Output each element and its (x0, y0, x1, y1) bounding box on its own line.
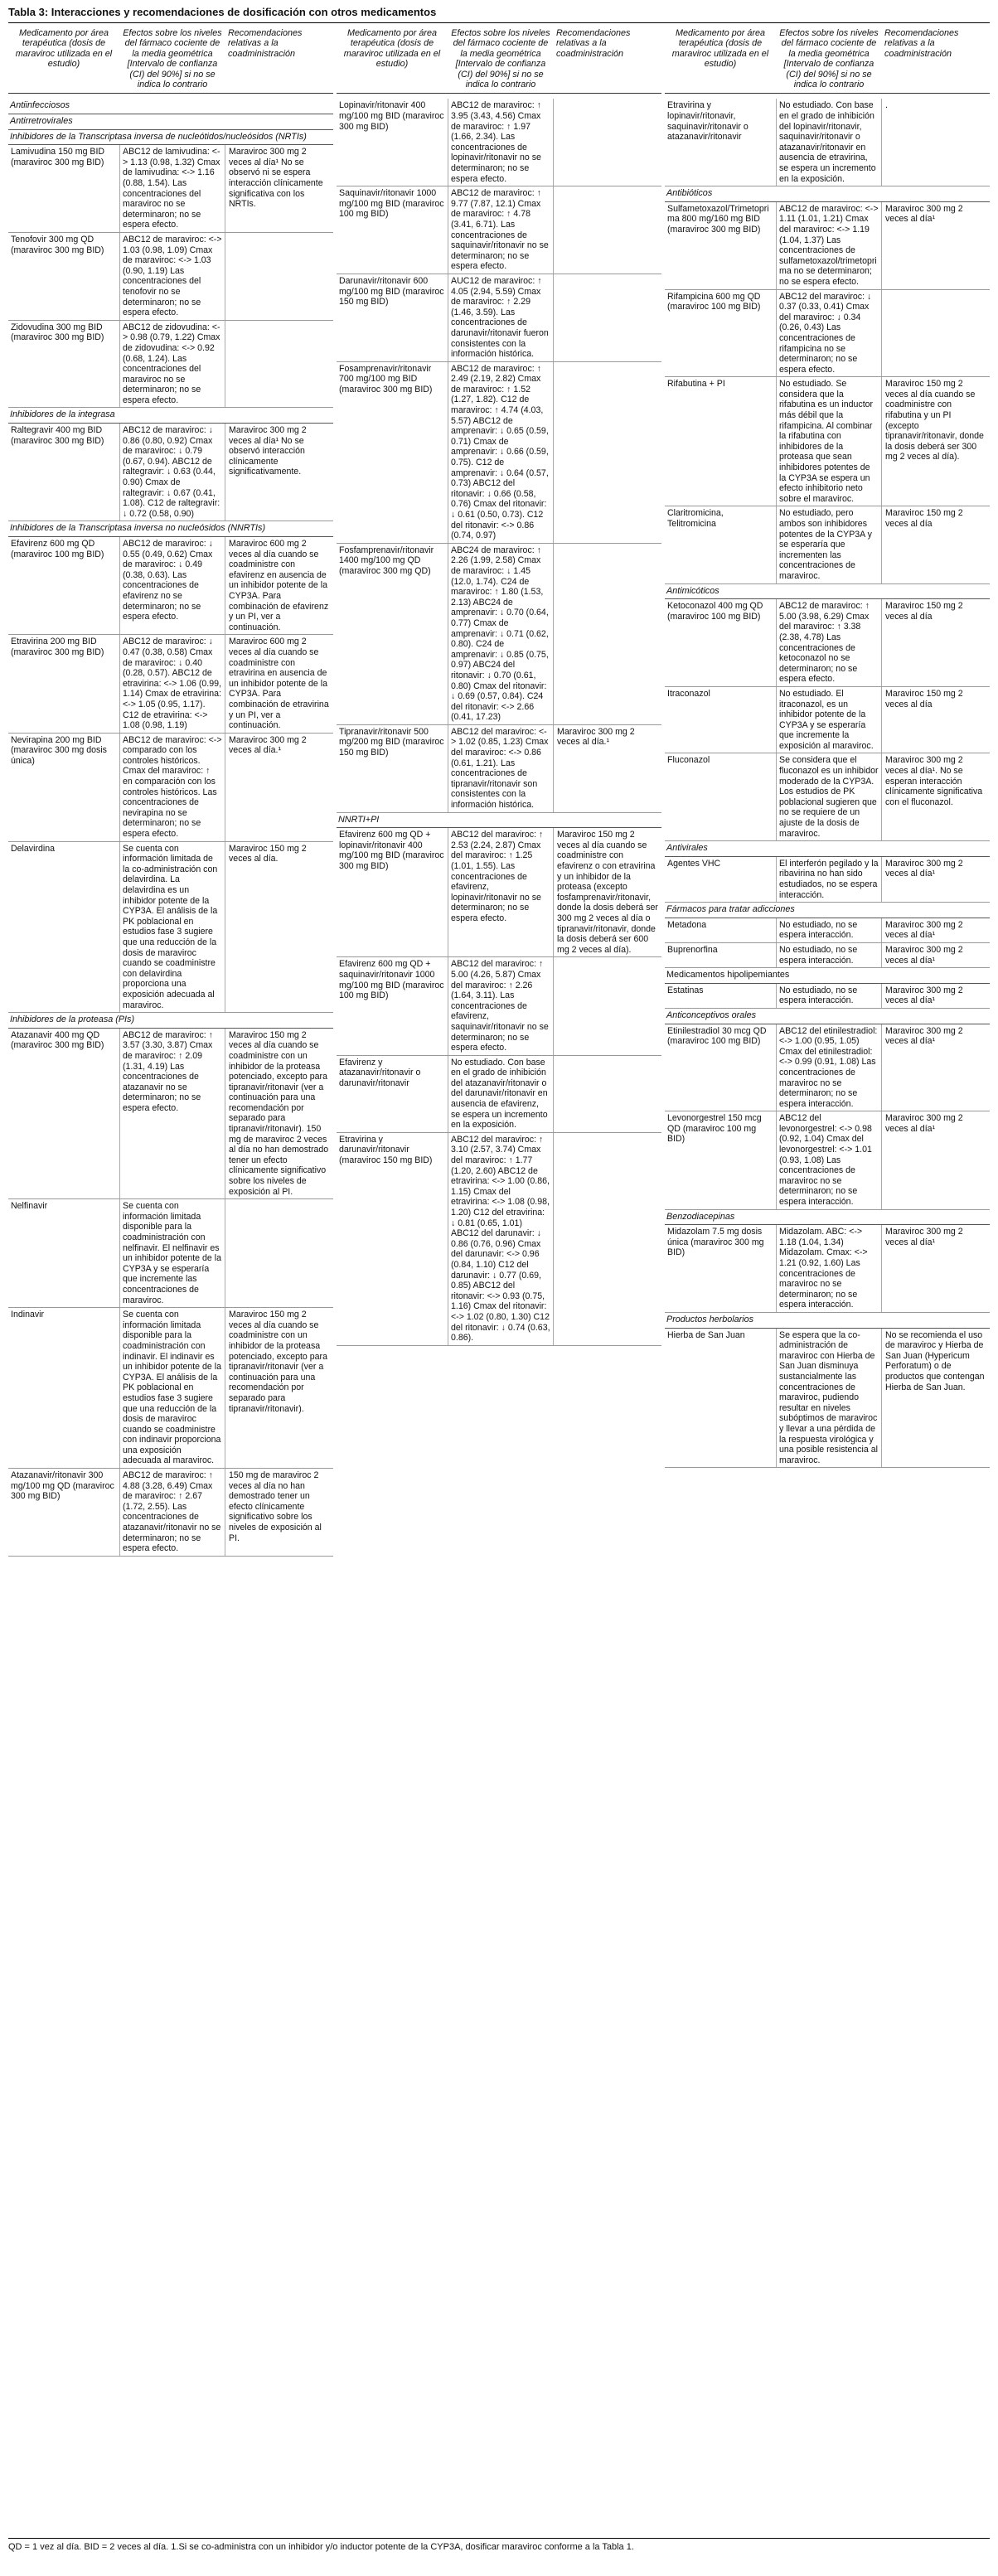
effect-cell: ABC12 de maraviroc: ↑ 5.00 (3.98, 6.29) Cmax del maraviroc: ↑ 3.38 (2.38, 4.78) Las concentraciones de ketoconazol no se determinaron; no se espera efecto. (776, 599, 882, 686)
header-recomendaciones: Recomendaciones relativas a la coadministración (556, 28, 631, 59)
effect-cell: No estudiado. Con base en el grado de inhibición del atazanavir/ritonavir o del darunavir/ritonavir en ausencia de efavirenz, se espera un incremento en la exposición. (448, 1056, 554, 1132)
table-title: Tabla 3: Interacciones y recomendaciones de dosificación con otros medicamentos (8, 5, 990, 23)
effect-cell: ABC12 del maraviroc: ↑ 3.10 (2.57, 3.74) Cmax del maraviroc: ↑ 1.77 (1.20, 2.60) ABC12 de etravirina: <-> 1.00 (0.86, 1.15) Cmax del etravirina: <-> 1.08 (0.98, 1.20) C12 del etravirina: ↓ 0.81 (0.65, 1.01) ABC12 del darunavir: ↓ 0.86 (0.76, 0.96) Cmax del darunavir: <-> 0.96 (0.84, 1.10) C12 del darunavir: ↓ 0.77 (0.69, 0.85) ABC12 del ritonavir: <-> 0.93 (0.75, 1.16) Cmax del ritonavir: <-> 1.02 (0.80, 1.30) C12 del ritonavir: ↓ 0.74 (0.63, 0.86). (448, 1133, 554, 1345)
effect-cell: ABC12 del maraviroc: ↑ 5.00 (4.26, 5.87) Cmax del maraviroc: ↑ 2.26 (1.64, 3.11). Las concentraciones de efavirenz, saquinavir/ritonavir no se determinaron; no se espera efecto. (448, 957, 554, 1054)
table-row (8, 145, 333, 233)
section-heading: Antibióticos (665, 186, 990, 202)
drug-cell: Hierba de San Juan (667, 1329, 745, 1340)
recommendation-cell: Maraviroc 600 mg 2 veces al día cuando se coadministre con etravirina en ausencia de un inhibidor potente de la CYP3A. Para combinación de etravirina y un PI, ver a continuación. (229, 637, 329, 731)
table-row (8, 1469, 333, 1557)
recommendation-cell: Maraviroc 150 mg 2 veces al día cuando se coadministre con un inhibidor de la proteasa potenciado, excepto para tipranavir/ritonavir (ver a continuación para una recomendación por separado para tipranavir/ritonavir). 150 mg de maraviroc 2 veces al día no han demostrado tener un efecto clínicamente significativo sobre los niveles de exposición al PI. (229, 1029, 329, 1197)
table-row (337, 957, 661, 1055)
table-row (8, 1029, 333, 1200)
section-heading: Antimicóticos (665, 584, 990, 600)
table-row (665, 377, 990, 506)
table-row (337, 186, 661, 274)
drug-cell: Nelfinavir (11, 1201, 48, 1212)
recommendation-cell (554, 274, 661, 361)
effect-cell: ABC12 de maraviroc: ↑ 4.88 (3.28, 6.49) Cmax de maraviroc: ↑ 2.67 (1.72, 2.55). Las concentraciones de atazanavir/ritonavir no se determinaron; no se espera efecto. (119, 1469, 225, 1556)
effect-cell: ABC12 de maraviroc: <-> 1.11 (1.01, 1.21) Cmax del maraviroc: <-> 1.19 (1.04, 1.37) Las concentraciones de sulfametoxazol/trimetoprima no se determinaron; no se espera efecto. (776, 202, 882, 289)
header-medicamento: Medicamento por área terapéutica (dosis de maraviroc utilizada en el estudio) (15, 28, 113, 70)
table-body (337, 99, 661, 1345)
drug-cell: Delavirdina (11, 843, 55, 854)
table-row (337, 544, 661, 725)
recommendation-cell: Maraviroc 300 mg 2 veces al día¹ No se observó ni se espera interacción clínicamente significativa con los NRTIs. (229, 147, 323, 210)
effect-cell: ABC12 de maraviroc: ↑ 3.95 (3.43, 4.56) Cmax de maraviroc: ↑ 1.97 (1.66, 2.34). Las concentraciones de lopinavir/ritonavir no se determinaron; no se espera efecto. (448, 99, 554, 186)
drug-cell: Claritromicina, Telitromicina (667, 508, 724, 529)
section-heading: NNRTI+PI (337, 813, 661, 829)
effect-cell: ABC12 de maraviroc: <-> 1.03 (0.98, 1.09) Cmax de maraviroc: <-> 1.03 (0.90, 1.19) Las concentraciones del tenofovir no se determinaron; no se espera efecto. (119, 233, 225, 320)
recommendation-cell: Maraviroc 150 mg 2 veces al día (885, 688, 963, 709)
recommendation-cell (554, 1056, 661, 1132)
drug-cell: Tenofovir 300 mg QD (maraviroc 300 mg BID) (11, 234, 104, 255)
table-row (665, 687, 990, 754)
recommendation-cell: Maraviroc 300 mg 2 veces al día¹ (885, 1227, 963, 1247)
table-row (665, 1329, 990, 1469)
table-column-2 (337, 28, 661, 1557)
recommendation-cell: Maraviroc 300 mg 2 veces al día¹ (885, 985, 963, 1006)
table-row (337, 828, 661, 957)
recommendation-cell: . (885, 100, 888, 111)
recommendation-cell (554, 186, 661, 274)
recommendation-cell (554, 1133, 661, 1345)
table-column-1 (8, 28, 333, 1557)
table-row (665, 506, 990, 583)
table-row (665, 984, 990, 1009)
table-row (665, 202, 990, 290)
header-recomendaciones: Recomendaciones relativas a la coadministración (228, 28, 303, 59)
effect-cell: ABC12 de maraviroc: ↑ 9.77 (7.87, 12.1) Cmax de maraviroc: ↑ 4.78 (3.41, 6.71). Las concentraciones de saquinavir/ritonavir no se determinaron; no se espera efecto. (448, 186, 554, 274)
effect-cell: ABC12 de maraviroc: <-> comparado con los controles históricos. Cmax del maraviroc: ↑ en comparación con los controles históricos. Las concentraciones de nevirapina no se determinaron; no se espera efecto. (119, 734, 225, 841)
drug-cell: Efavirenz 600 mg QD + saquinavir/ritonavir 1000 mg/100 mg BID (maraviroc 100 mg BID) (339, 959, 444, 1001)
header-recomendaciones: Recomendaciones relativas a la coadministración (884, 28, 959, 59)
effect-cell: Se considera que el fluconazol es un inhibidor moderado de la CYP3A. Los estudios de PK poblacional sugieren que no se requiere de un ajuste de la dosis de maraviroc. (776, 753, 882, 840)
recommendation-cell: Maraviroc 300 mg 2 veces al día.¹ (229, 734, 307, 756)
effect-cell: No estudiado. Con base en el grado de inhibición del lopinavir/ritonavir, saquinavir/ritonavir o atazanavir/ritonavir en ausencia de etravirina, se espera un incremento en la exposición. (776, 99, 882, 186)
table-row (8, 1308, 333, 1469)
table-row (665, 1111, 990, 1209)
recommendation-cell (225, 233, 333, 320)
recommendation-cell: Maraviroc 150 mg 2 veces al día. (229, 843, 307, 864)
header-efectos: Efectos sobre los niveles del fármaco cociente de la media geométrica [Intervalo de confianza (CI) del 90%] si no se indica lo contrario (123, 28, 222, 90)
table-row (8, 734, 333, 842)
effect-cell: ABC12 del maraviroc: ↑ 2.53 (2.24, 2.87) Cmax del maraviroc: ↑ 1.25 (1.01, 1.55). Las concentraciones de efavirenz, lopinavir/ritonavir no se determinaron; no se espera efecto. (448, 828, 554, 956)
effect-cell: Midazolam. ABC: <-> 1.18 (1.04, 1.34) Midazolam. Cmax: <-> 1.21 (0.92, 1.60) Las concentraciones de maraviroc no se determinaron; no se espera interacción. (776, 1225, 882, 1312)
table-row (8, 1199, 333, 1308)
header-medicamento: Medicamento por área terapéutica (dosis de maraviroc utilizada en el estudio) (671, 28, 769, 70)
effect-cell: AUC12 de maraviroc: ↑ 4.05 (2.94, 5.59) Cmax de maraviroc: ↑ 2.29 (1.46, 3.59). Las concentraciones de darunavir/ritonavir fueron consistentes con la información histórica. (448, 274, 554, 361)
drug-cell: Nevirapina 200 mg BID (maraviroc 300 mg dosis única) (11, 734, 107, 766)
effect-cell: Se cuenta con información limitada disponible para la coadministración con indinavir. El indinavir es un inhibidor potente de la CYP3A. El análisis de la PK poblacional en estudios fase 3 sugiere que una reducción de la dosis de maraviroc cuando se coadministre con indinavir proporciona una exposición adecuada al maraviroc. (119, 1308, 225, 1468)
table-row (8, 233, 333, 321)
drug-cell: Estatinas (667, 985, 704, 995)
drug-cell: Sulfametoxazol/Trimetoprima 800 mg/160 mg BID (maraviroc 300 mg BID) (667, 203, 769, 235)
table-row (8, 321, 333, 409)
effect-cell: ABC12 de maraviroc: ↓ 0.86 (0.80, 0.92) Cmax de maraviroc: ↓ 0.79 (0.67, 0.94). ABC12 de raltegravir: ↓ 0.63 (0.44, 0.90) Cmax de raltegravir: ↓ 0.67 (0.41, 1.08). C12 de raltegravir: ↓ 0.72 (0.58, 0.90) (119, 424, 225, 521)
recommendation-cell (225, 321, 333, 408)
recommendation-cell: Maraviroc 600 mg 2 veces al día cuando se coadministre con efavirenz en ausencia de un inhibidor potente de la CYP3A. Para combinación de efavirenz y un PI, ver a continuación. (229, 539, 329, 632)
drug-cell: Etravirina 200 mg BID (maraviroc 300 mg BID) (11, 637, 104, 657)
recommendation-cell: Maraviroc 300 mg 2 veces al día¹ (885, 1025, 963, 1047)
drug-cell: Etravirina y lopinavir/ritonavir, saquinavir/ritonavir o atazanavir/ritonavir (667, 100, 748, 143)
drug-cell: Metadona (667, 919, 707, 930)
recommendation-cell: 150 mg de maraviroc 2 veces al día no han demostrado tener un efecto clínicamente significativo sobre los niveles de exposición al PI. (229, 1470, 322, 1543)
recommendation-cell: Maraviroc 150 mg 2 veces al día cuando se coadministre con efavirenz o con etravirina y un inhibidor de la proteasa (excepto fosfamprenavir/ritonavir, donde la dosis deberá ser 300 mg 2 veces al día o tipranavir/ritonavir, donde la dosis deberá ser 600 mg 2 veces al día). (557, 830, 658, 955)
effect-cell: No estudiado. El itraconazol, es un inhibidor potente de la CYP3A y se esperaría que incremente la exposición al maraviroc. (776, 687, 882, 753)
recommendation-cell: Maraviroc 300 mg 2 veces al día¹ (885, 203, 963, 225)
effect-cell: ABC12 del levonorgestrel: <-> 0.98 (0.92, 1.04) Cmax del levonorgestrel: <-> 1.01 (0.93, 1.08) Las concentraciones de maraviroc no se determinaron; no se espera interacción. (776, 1111, 882, 1208)
header-medicamento: Medicamento por área terapéutica (dosis de maraviroc utilizada en el estudio) (343, 28, 441, 70)
recommendation-cell (554, 362, 661, 543)
recommendation-cell: Maraviroc 150 mg 2 veces al día cuando se coadministre con un inhibidor de la proteasa potenciado, excepto para tipranavir/ritonavir (ver a continuación para una recomendación por separado para tipranavir/ritonavir). (229, 1310, 327, 1414)
drug-cell: Fosfamprenavir/ritonavir 1400 mg/100 mg QD (maraviroc 300 mg QD) (339, 545, 434, 576)
effect-cell: No estudiado. Se considera que la rifabutina es un inductor más débil que la rifampicina. Al combinar la rifabutina con inhibidores de la proteasa que sean inhibidores potentes de la CYP3A se espera un efecto inhibitorio neto sobre el maraviroc. (776, 377, 882, 506)
table-row (665, 753, 990, 841)
drug-cell: Ketoconazol 400 mg QD (maraviroc 100 mg BID) (667, 601, 763, 622)
recommendation-cell (882, 290, 990, 377)
table-row (337, 725, 661, 813)
section-heading: Antivirales (665, 841, 990, 857)
table-row (337, 362, 661, 544)
recommendation-cell: Maraviroc 150 mg 2 veces al día (885, 601, 963, 622)
recommendation-cell: Maraviroc 300 mg 2 veces al día.¹ (557, 726, 635, 748)
table-row (8, 635, 333, 733)
effect-cell: Se espera que la co-administración de maraviroc con Hierba de San Juan disminuya sustancialmente las concentraciones de maraviroc, pudiendo resultar en niveles subóptimos de maraviroc y llevar a una pérdida de la respuesta virológica y una posible resistencia al maraviroc. (776, 1329, 882, 1468)
recommendation-cell: Maraviroc 150 mg 2 veces al día cuando se coadministre con rifabutina y un PI (excepto tipranavir/ritonavir, donde la dosis deberá ser 300 mg 2 veces al día). (885, 379, 984, 462)
effect-cell: No estudiado, no se espera interacción. (776, 984, 882, 1008)
recommendation-cell: Maraviroc 300 mg 2 veces al día¹ No se observó interacción clínicamente significativamente. (229, 425, 307, 477)
drug-cell: Atazanavir/ritonavir 300 mg/100 mg QD (maraviroc 300 mg BID) (11, 1470, 114, 1502)
drug-cell: Rifampicina 600 mg QD (maraviroc 100 mg BID) (667, 291, 761, 312)
table-row (8, 537, 333, 635)
header-efectos: Efectos sobre los niveles del fármaco cociente de la media geométrica [Intervalo de confianza (CI) del 90%] si no se indica lo contrario (779, 28, 879, 90)
table-column-3 (665, 28, 990, 1557)
recommendation-cell (554, 99, 661, 186)
table-columns (8, 28, 990, 1557)
drug-cell: Agentes VHC (667, 858, 721, 869)
recommendation-cell: No se recomienda el uso de maraviroc y Hierba de San Juan (Hypericum Perforatum) o de productos que contengan Hierba de San Juan. (885, 1329, 985, 1392)
section-heading: Productos herbolarios (665, 1313, 990, 1329)
drug-cell: Itraconazol (667, 688, 710, 699)
effect-cell: ABC12 del maraviroc: ↓ 0.37 (0.33, 0.41) Cmax del maraviroc: ↓ 0.34 (0.26, 0.43) Las concentraciones de rifampicina no se determinaron; no se espera efecto. (776, 290, 882, 377)
drug-cell: Levonorgestrel 150 mcg QD (maraviroc 100 mg BID) (667, 1113, 762, 1145)
effect-cell: Se cuenta con información limitada de la co-administración con delavirdina. La delavirdina es un inhibidor potente de la CYP3A. El análisis de la PK poblacional en estudios fase 3 sugiere que una reducción de la dosis de maraviroc cuando se coadministre con delavirdina proporciona una exposición adecuada al maraviroc. (119, 842, 225, 1013)
table-body (665, 99, 990, 1468)
drug-cell: Etravirina y darunavir/ritonavir (maraviroc 150 mg BID) (339, 1134, 433, 1166)
section-heading: Anticonceptivos orales (665, 1009, 990, 1024)
recommendation-cell: Maraviroc 300 mg 2 veces al día¹ (885, 944, 963, 966)
table-header (665, 28, 990, 94)
drug-cell: Tipranavir/ritonavir 500 mg/200 mg BID (maraviroc 150 mg BID) (339, 726, 444, 758)
effect-cell: No estudiado, pero ambos son inhibidores potentes de la CYP3A y se esperaría que incrementen las concentraciones de maraviroc. (776, 506, 882, 583)
header-efectos: Efectos sobre los niveles del fármaco cociente de la media geométrica [Intervalo de confianza (CI) del 90%] si no se indica lo contrario (451, 28, 550, 90)
table-row (665, 99, 990, 186)
drug-cell: Buprenorfina (667, 944, 718, 955)
drug-cell: Midazolam 7.5 mg dosis única (maraviroc 300 mg BID) (667, 1227, 764, 1258)
effect-cell: ABC24 de maraviroc: ↑ 2.26 (1.99, 2.58) Cmax de maraviroc: ↓ 1.45 (12.0, 1.74). C24 de maraviroc: ↑ 1.80 (1.53, 2.13) ABC24 de amprenavir: ↓ 0.70 (0.64, 0.77) Cmax de amprenavir: ↓ 0.71 (0.62, 0.80). C24 de amprenavir: ↓ 0.85 (0.75, 0.97) ABC24 del ritonavir: ↓ 0.70 (0.61, 0.80) Cmax del ritonavir: ↓ 0.69 (0.57, 0.84). C24 del ritonavir: <-> 2.66 (0.41, 17.23) (448, 544, 554, 724)
drug-cell: Saquinavir/ritonavir 1000 mg/100 mg BID (maraviroc 100 mg BID) (339, 188, 444, 220)
effect-cell: ABC12 del maraviroc: <-> 1.02 (0.85, 1.23) Cmax del maraviroc: <-> 0.86 (0.61, 1.21). Las concentraciones de tipranavir/ritonavir son consistentes con la información histórica. (448, 725, 554, 812)
table-row (337, 1133, 661, 1346)
drug-cell: Rifabutina + PI (667, 379, 725, 390)
table-row (665, 599, 990, 687)
recommendation-cell (554, 957, 661, 1054)
effect-cell: ABC12 de lamivudina: <-> 1.13 (0.98, 1.32) Cmax de lamivudina: <-> 1.16 (0.88, 1.54). Las concentraciones del maraviroc no se determinaron; no se espera efecto. (119, 145, 225, 232)
table-row (665, 857, 990, 903)
section-heading: Antiinfecciosos (8, 99, 333, 114)
effect-cell: ABC12 de maraviroc: ↑ 3.57 (3.30, 3.87) Cmax de maraviroc: ↑ 2.09 (1.31, 4.19) Las concentraciones de atazanavir no se determinaron; no se espera efecto. (119, 1029, 225, 1199)
recommendation-cell: Maraviroc 300 mg 2 veces al día¹. No se esperan interacción clínicamente significativa con el fluconazol. (885, 755, 983, 807)
table-body (8, 99, 333, 1556)
drug-cell: Etinilestradiol 30 mcg QD (maraviroc 100 mg BID) (667, 1025, 767, 1047)
drug-cell: Fosamprenavir/ritonavir 700 mg/100 mg BID (maraviroc 300 mg BID) (339, 363, 433, 395)
table-row (337, 1056, 661, 1133)
drug-cell: Efavirenz y atazanavir/ritonavir o darunavir/ritonavir (339, 1057, 421, 1088)
section-heading: Inhibidores de la Transcriptasa inversa no nucleósidos (NNRTIs) (8, 521, 333, 537)
table-row (665, 1024, 990, 1112)
drug-cell: Lamivudina 150 mg BID (maraviroc 300 mg BID) (11, 147, 105, 167)
table-row (337, 99, 661, 186)
table-row (665, 290, 990, 378)
effect-cell: ABC12 de maraviroc: ↓ 0.55 (0.49, 0.62) Cmax de maraviroc: ↓ 0.49 (0.38, 0.63). Las concentraciones de efavirenz no se determinaron; no se espera efecto. (119, 537, 225, 634)
effect-cell: ABC12 del etinilestradiol: <-> 1.00 (0.95, 1.05) Cmax del etinilestradiol: <-> 0.99 (0.91, 1.08) Las concentraciones de maraviroc no se determinaron; no se espera interacción. (776, 1024, 882, 1111)
effect-cell: Se cuenta con información limitada disponible para la coadministración con nelfinavir. El nelfinavir es un inhibidor potente de la CYP3A y se esperaría que incremente las concentraciones de maraviroc. (119, 1199, 225, 1307)
table-row (665, 918, 990, 943)
table-footnote: QD = 1 vez al día. BID = 2 veces al día. 1.Si se co-administra con un inhibidor y/o inductor potente de la CYP3A, dosificar maraviroc conforme a la Tabla 1. (8, 2538, 990, 2552)
drug-cell: Efavirenz 600 mg QD + lopinavir/ritonavir 400 mg/100 mg BID (maraviroc 300 mg BID) (339, 830, 444, 871)
table-row (8, 842, 333, 1014)
table-header (8, 28, 333, 94)
recommendation-cell: Maraviroc 300 mg 2 veces al día¹ (885, 919, 963, 941)
drug-cell: Efavirenz 600 mg QD (maraviroc 100 mg BID) (11, 539, 104, 559)
drug-cell: Lopinavir/ritonavir 400 mg/100 mg BID (maraviroc 300 mg BID) (339, 100, 444, 132)
section-heading: Inhibidores de la Transcriptasa inversa de nucleótidos/nucleósidos (NRTIs) (8, 130, 333, 146)
section-heading: Fármacos para tratar adicciones (665, 903, 990, 918)
recommendation-cell: Maraviroc 300 mg 2 veces al día¹ (885, 1113, 963, 1134)
drug-cell: Indinavir (11, 1310, 45, 1320)
recommendation-cell: Maraviroc 300 mg 2 veces al día¹ (885, 858, 963, 879)
drug-cell: Raltegravir 400 mg BID (maraviroc 300 mg BID) (11, 425, 104, 446)
section-heading: Medicamentos hipolipemiantes (665, 968, 990, 984)
recommendation-cell: Maraviroc 150 mg 2 veces al día (885, 508, 963, 529)
drug-cell: Zidovudina 300 mg BID (maraviroc 300 mg BID) (11, 322, 104, 343)
section-heading: Benzodiacepinas (665, 1210, 990, 1226)
recommendation-cell (225, 1199, 333, 1307)
section-heading: Inhibidores de la proteasa (PIs) (8, 1013, 333, 1029)
table-row (337, 274, 661, 362)
effect-cell: ABC12 de maraviroc: ↓ 0.47 (0.38, 0.58) Cmax de maraviroc: ↓ 0.40 (0.28, 0.57). ABC12 de etravirina: <-> 1.06 (0.99, 1.14) Cmax de etravirina: <-> 1.05 (0.95, 1.17). C12 de etravirina: <-> 1.08 (0.98, 1.19) (119, 635, 225, 732)
recommendation-cell (554, 544, 661, 724)
table-row (665, 1225, 990, 1313)
table-row (665, 943, 990, 968)
section-heading: Inhibidores de la integrasa (8, 408, 333, 424)
effect-cell: ABC12 de maraviroc: ↑ 2.49 (2.19, 2.82) Cmax de maraviroc: ↑ 1.52 (1.27, 1.82). C12 de maraviroc: ↑ 4.74 (4.03, 5.57) ABC12 de amprenavir: ↓ 0.65 (0.59, 0.71) Cmax de amprenavir: ↓ 0.66 (0.59, 0.75). C12 de amprenavir: ↓ 0.64 (0.57, 0.73) ABC12 del ritonavir: ↓ 0.66 (0.58, 0.76) Cmax del ritonavir: ↓ 0.61 (0.50, 0.73). C12 del ritonavir: <-> 0.86 (0.74, 0.97) (448, 362, 554, 543)
drug-cell: Atazanavir 400 mg QD (maraviroc 300 mg BID) (11, 1029, 104, 1051)
effect-cell: No estudiado, no se espera interacción. (776, 918, 882, 942)
effect-cell: No estudiado, no se espera interacción. (776, 943, 882, 967)
drug-cell: Fluconazol (667, 755, 710, 766)
effect-cell: ABC12 de zidovudina: <-> 0.98 (0.79, 1.22) Cmax de zidovudina: <-> 0.92 (0.68, 1.24). Las concentraciones del maraviroc no se determinaron; no se espera efecto. (119, 321, 225, 408)
table-header (337, 28, 661, 94)
drug-cell: Darunavir/ritonavir 600 mg/100 mg BID (maraviroc 150 mg BID) (339, 275, 444, 307)
section-heading: Antirretrovirales (8, 114, 333, 130)
table-row (8, 424, 333, 521)
effect-cell: El interferón pegilado y la ribavirina no han sido estudiados, no se espera interacción. (776, 857, 882, 902)
